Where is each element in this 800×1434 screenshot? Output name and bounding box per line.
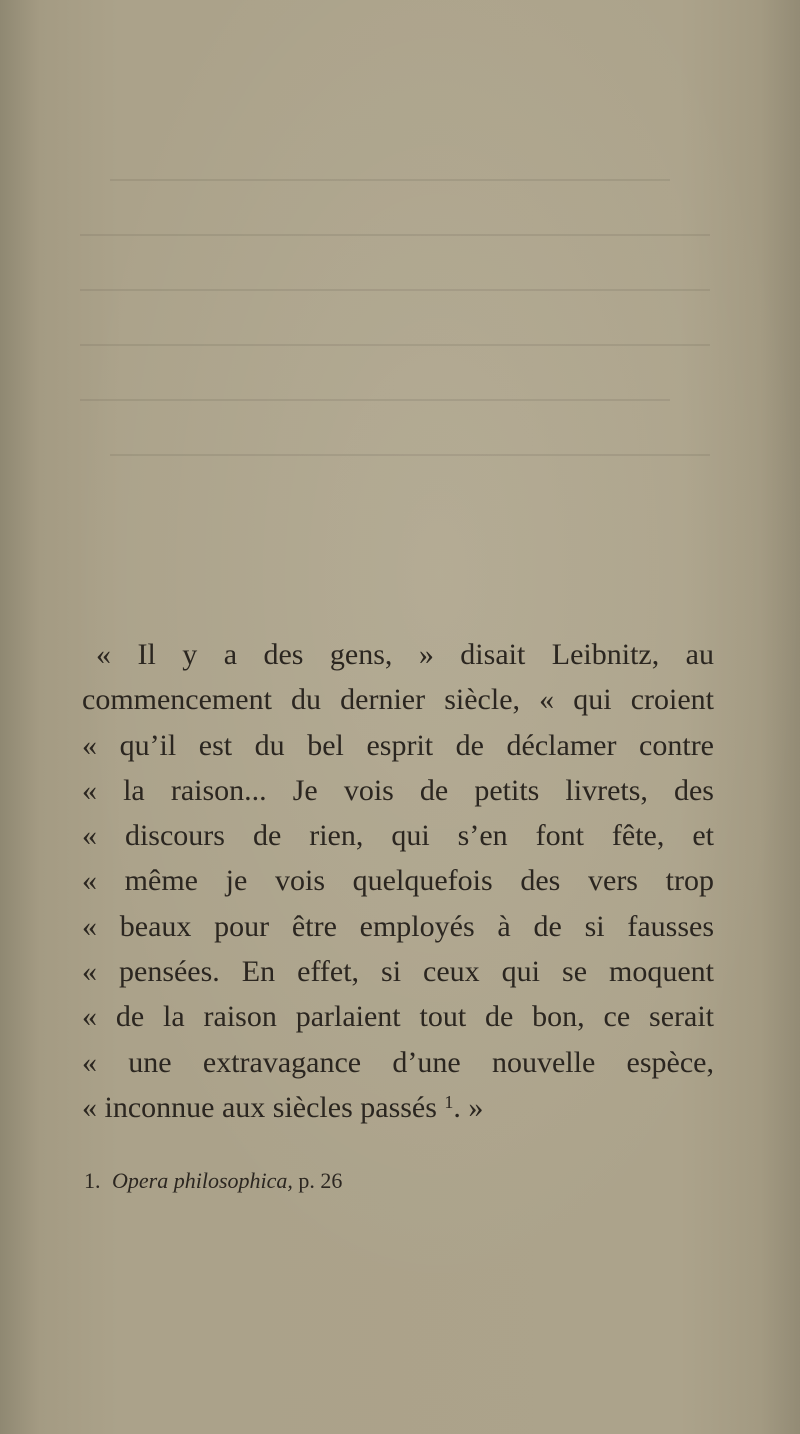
text-line-1: « Il y a des gens, » disait Leibnitz, au [96,638,714,671]
text-line-5: « discours de rien, qui s’en font fête, et [82,819,714,853]
text-line-11-main: « inconnue aux siècles passés [82,1090,437,1124]
text-line-6: « même je vois quelquefois des vers trop [82,864,714,898]
text-line-7: « beaux pour être employés à de si fausses [82,909,714,943]
footnote-title: Opera philosophica, [112,1168,293,1193]
show-through-bleed [70,140,730,560]
footnote-number: 1. [84,1168,101,1193]
footnote [84,1168,342,1194]
text-line-4: « la raison... Je vois de petits livrets, des [82,773,714,807]
body-text [82,632,714,1130]
text-line-10: « une extravagance d’une nouvelle espèce, [82,1045,714,1079]
text-line-9: « de la raison parlaient tout de bon, ce serait [82,1000,714,1034]
text-line-3: « qu’il est du bel esprit de déclamer contre [82,728,714,762]
text-line-8: « pensées. En effet, si ceux qui se moquent [82,955,714,989]
footnote-marker: 1 [444,1091,454,1112]
text-line-11 [82,1085,714,1130]
text-line-2: commencement du dernier siècle, « qui croient [82,683,714,717]
text-line-11-tail: . » [453,1090,484,1124]
footnote-page: p. 26 [298,1168,343,1193]
